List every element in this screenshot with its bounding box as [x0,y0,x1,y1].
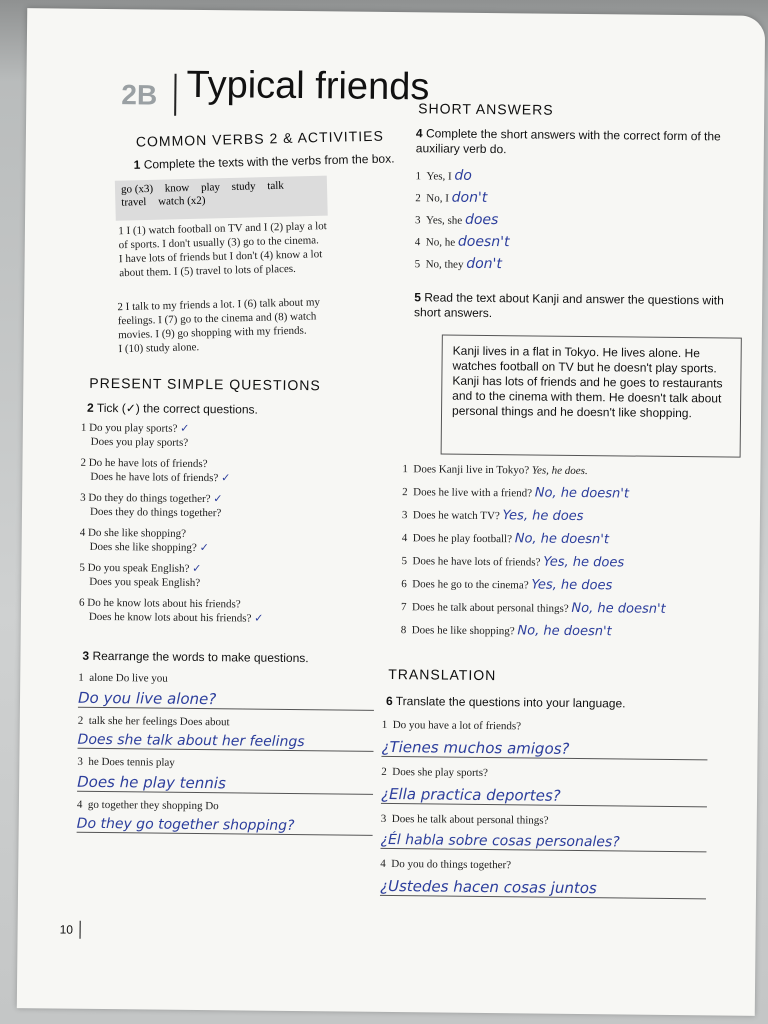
page-number: 10 [59,922,74,937]
item-number: 4 [380,857,386,870]
text-line: feelings. I (7) go to the cinema and (8) watch [117,310,317,328]
list-item [415,212,615,236]
scrambled-words: alone Do live you [89,671,168,685]
item-number: 1 [402,463,409,476]
handwritten-answer: Does she talk about her feelings [78,732,374,752]
item-number: 2 [415,192,421,205]
item-number: 3 [401,509,408,522]
handwritten-answer: don't [466,255,502,273]
word: watch (x2) [157,194,206,208]
list-item [380,857,706,899]
exercise-number: 5 [414,290,422,305]
option-a: Do he have lots of friends? [88,456,208,471]
question: Does he play football? [412,532,513,546]
option-a: Do she like shopping? [87,526,187,540]
item-number: 4 [414,236,421,249]
option-b: Does she like shopping? [89,540,197,554]
prompt: No, they [425,258,464,271]
option-b: Does they do things together? [89,505,222,520]
handwritten-answer: ¿Él habla sobre cosas personales? [380,832,706,852]
item-number: 4 [401,532,408,545]
exercise-number: 2 [87,400,94,415]
item-number: 2 [381,765,387,778]
handwritten-answer: ¿Ustedes hacen cosas juntos [380,877,706,899]
title-divider [174,74,176,116]
question: Does she play sports? [392,766,488,780]
handwritten-answer: Do they go together shopping? [77,816,373,836]
word-box [115,176,328,221]
list-item [414,256,614,280]
tick-question-list [79,421,371,634]
list-item [77,798,373,836]
text-1 [118,217,409,280]
list-item [77,755,373,795]
question: Does he have lots of friends? [412,555,541,569]
handwritten-answer: No, he doesn't [514,531,610,548]
list-item [81,421,371,452]
handwritten-answer: doesn't [457,233,510,251]
list-item [80,491,370,522]
instruction-text: Rearrange the words to make questions. [92,648,309,666]
item-number: 1 [381,718,388,731]
item-number: 8 [400,624,407,637]
item-number: 7 [400,601,407,614]
word: study [231,180,256,193]
exercise-4-instruction [416,126,726,159]
instruction-text: Read the text about Kanji and answer the questions with short answers. [414,290,724,321]
handwritten-answer: Yes, he does [531,577,613,594]
text-line: 2 I talk to my friends a lot. I (6) talk about my [117,296,321,314]
check-icon: ✓ [213,493,223,506]
item-number: 5 [401,555,408,568]
option-b: Does you play sports? [90,435,189,449]
handwritten-answer: ¿Ella practica deportes? [381,785,707,807]
question: Does Kanji live in Tokyo? [413,463,530,477]
prompt: No, I [426,192,449,205]
text-line: I (10) study alone. [118,341,200,356]
item-number: 3 [77,755,83,768]
section-heading-questions: PRESENT SIMPLE QUESTIONS [89,374,321,394]
handwritten-answer: Yes, he does [543,554,625,571]
printed-answer: Yes, he does. [531,464,588,478]
option-a: Do you speak English? [87,561,190,575]
item-number: 6 [401,578,407,591]
option-a: Do he know lots about his friends? [87,596,241,611]
handwritten-answer: Does he play tennis [77,773,373,795]
handwritten-answer: do [454,167,472,184]
workbook-page [17,8,765,1016]
handwritten-answer: Do you live alone? [78,689,374,711]
list-item [381,765,707,807]
instruction-text: Tick (✓) the correct questions. [96,400,258,417]
exercise-2-instruction [87,401,258,417]
prompt: No, he [425,236,456,249]
list-item [380,812,706,852]
exercise-1-instruction [134,151,395,171]
option-b: Does you speak English? [89,575,201,590]
prompt: Yes, she [425,214,463,227]
exercise-number: 6 [385,693,393,709]
unit-code: 2B [121,79,158,111]
text-line: movies. I (9) go shopping with my friends. [118,324,307,342]
question: Do you have a lot of friends? [392,719,522,733]
question: Do you do things together? [391,858,512,872]
list-item [78,671,374,711]
handwritten-answer: Yes, he does [502,508,584,525]
short-answer-list [414,168,615,280]
item-number: 3 [414,214,421,227]
list-item [415,234,615,258]
page-title: Typical friends [186,63,430,109]
item-number: 2 [402,486,408,499]
scrambled-words: he Does tennis play [88,755,175,769]
handwritten-answer: ¿Tienes muchos amigos? [381,738,707,760]
instruction-text: Complete the short answers with the correct form of the auxiliary verb do. [415,126,721,157]
handwritten-answer: No, he doesn't [534,485,630,502]
item-number: 4 [76,798,83,811]
handwritten-answer: does [464,211,499,229]
list-item [401,623,741,650]
reading-question-list [401,462,743,650]
list-item [79,596,369,627]
item-number: 2 [77,714,84,727]
check-icon: ✓ [199,541,209,555]
question: Does he like shopping? [411,624,515,638]
instruction-text: Complete the texts with the verbs from the box. [143,151,395,172]
item-number: 4 [79,526,86,539]
scrambled-words: talk she her feelings Does about [88,714,230,729]
list-item [79,561,369,592]
section-heading-translation: TRANSLATION [388,665,497,684]
check-icon: ✓ [254,612,264,625]
word: know [164,181,190,195]
exercise-6-instruction [386,694,626,711]
exercise-3-instruction [82,649,308,665]
check-icon: ✓ [192,562,202,576]
list-item [381,718,707,760]
word: travel [121,196,147,209]
handwritten-answer: No, he doesn't [517,623,612,640]
text-line: I have lots of friends but I don't (4) know a lot [118,248,323,266]
item-number: 1 [80,421,87,434]
word: play [200,181,221,194]
text-line: of sports. I don't usually (3) go to the cinema. [118,234,319,252]
list-item [415,190,615,214]
item-number: 5 [414,258,421,271]
option-b: Does he have lots of friends? [90,470,219,485]
text-line: 1 I (1) watch football on TV and I (2) play a lot [118,220,327,238]
exercise-5-instruction [414,290,724,323]
instruction-text: Translate the questions into your language. [395,694,626,711]
question: Does he watch TV? [412,509,500,523]
list-item [80,456,370,487]
scrambled-words: go together they shopping Do [87,798,219,813]
rearrange-list [77,671,375,842]
check-icon: ✓ [180,422,190,435]
question: Does he live with a friend? [413,486,533,500]
translation-list [380,718,708,907]
text-2 [117,293,408,356]
prompt: Yes, I [426,170,452,183]
item-number: 6 [78,596,85,609]
item-number: 3 [80,491,86,504]
option-b: Does he know lots about his friends? [88,610,252,625]
option-a: Do they do things together? [88,491,211,506]
item-number: 3 [380,812,387,825]
word: talk [267,179,284,193]
check-icon: ✓ [221,472,231,485]
question: Does he talk about personal things? [411,601,569,615]
handwritten-answer: don't [451,189,488,206]
exercise-number: 1 [133,157,141,172]
exercise-number: 4 [415,126,423,141]
section-heading-short-answers: SHORT ANSWERS [418,100,554,118]
question: Does he go to the cinema? [412,578,529,592]
list-item [415,168,615,192]
item-number: 5 [79,561,85,574]
list-item [78,714,374,752]
option-a: Do you play sports? [89,421,178,435]
item-number: 1 [78,671,84,684]
reading-text-box: Kanji lives in a flat in Tokyo. He lives alone. He watches football on TV but he doesn't play sports. Kanji has lots of friends and he goes to restaurants and to the cinema with them. He doesn't talk about personal things and he doesn't like shopping. [441,335,742,458]
handwritten-answer: No, he doesn't [571,600,666,617]
list-item [80,526,370,557]
exercise-number: 3 [82,648,90,663]
item-number: 1 [415,170,422,183]
text-line: about them. I (5) travel to lots of places. [119,262,296,280]
section-heading-verbs: COMMON VERBS 2 & ACTIVITIES [135,127,384,150]
item-number: 2 [80,456,87,469]
word: go (x3) [120,182,154,196]
question: Does he talk about personal things? [391,813,549,827]
